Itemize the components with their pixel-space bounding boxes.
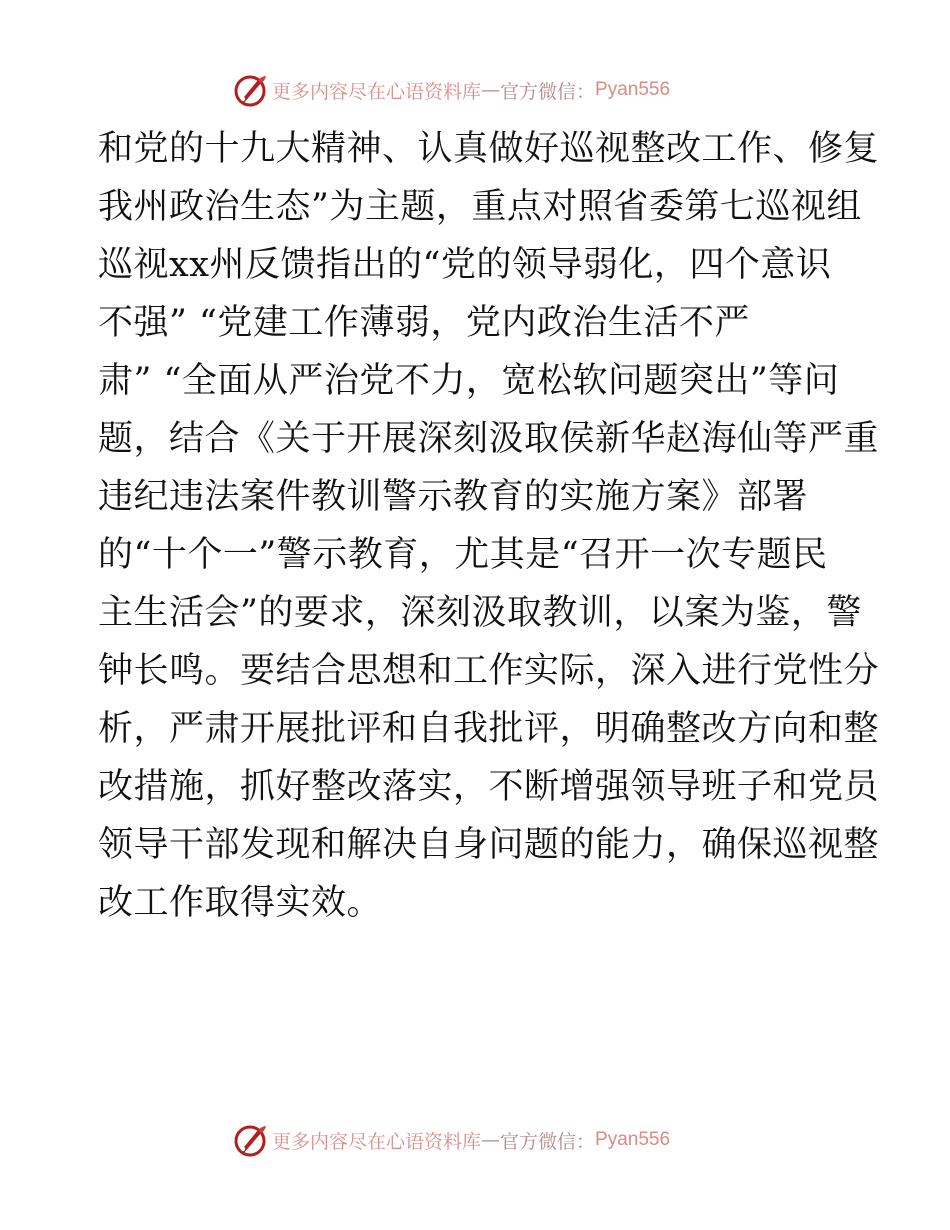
body-line: 析，严肃开展批评和自我批评，明确整改方向和整 [98, 709, 880, 749]
banner-contact-label: 官方微信： [500, 80, 596, 103]
banner-promo-text: 更多内容尽在心语资料库 [272, 80, 482, 103]
header-banner [232, 70, 712, 110]
body-line: 钟长鸣。要结合思想和工作实际，深入进行党性分 [98, 651, 880, 691]
body-line: 领导干部发现和解决自身问题的能力，确保巡视整 [98, 825, 880, 865]
banner-separator: — [481, 1129, 501, 1151]
banner-promo-text: 更多内容尽在心语资料库 [272, 1130, 482, 1153]
quill-logo-icon [232, 72, 268, 108]
document-body [98, 120, 880, 932]
body-line: 肃” “全面从严治党不力，宽松软问题突出”等问 [98, 361, 840, 401]
banner-separator: — [481, 79, 501, 101]
body-line: 违纪违法案件教训警示教育的实施方案》部署 [98, 477, 809, 517]
footer-banner [232, 1120, 712, 1160]
body-line: 巡视xx州反馈指出的“党的领导弱化，四个意识 [98, 245, 832, 285]
body-line: 不强” “党建工作薄弱，党内政治生活不严 [98, 303, 750, 343]
body-line: 题，结合《关于开展深刻汲取侯新华赵海仙等严重 [98, 419, 880, 459]
banner-wechat-handle: Pyan556 [595, 1129, 671, 1150]
quill-logo-icon [232, 1122, 268, 1158]
banner-contact-label: 官方微信： [500, 1130, 596, 1153]
body-line: 我州政治生态”为主题，重点对照省委第七巡视组 [98, 187, 862, 227]
body-line: 的“十个一”警示教育，尤其是“召开一次专题民 [98, 535, 828, 575]
body-line: 改措施，抓好整改落实，不断增强领导班子和党员 [98, 767, 880, 807]
body-line: 主生活会”的要求，深刻汲取教训，以案为鉴，警 [98, 593, 862, 633]
body-line: 和党的十九大精神、认真做好巡视整改工作、修复 [98, 129, 880, 169]
body-line: 改工作取得实效。 [98, 883, 383, 923]
banner-wechat-handle: Pyan556 [595, 79, 671, 100]
